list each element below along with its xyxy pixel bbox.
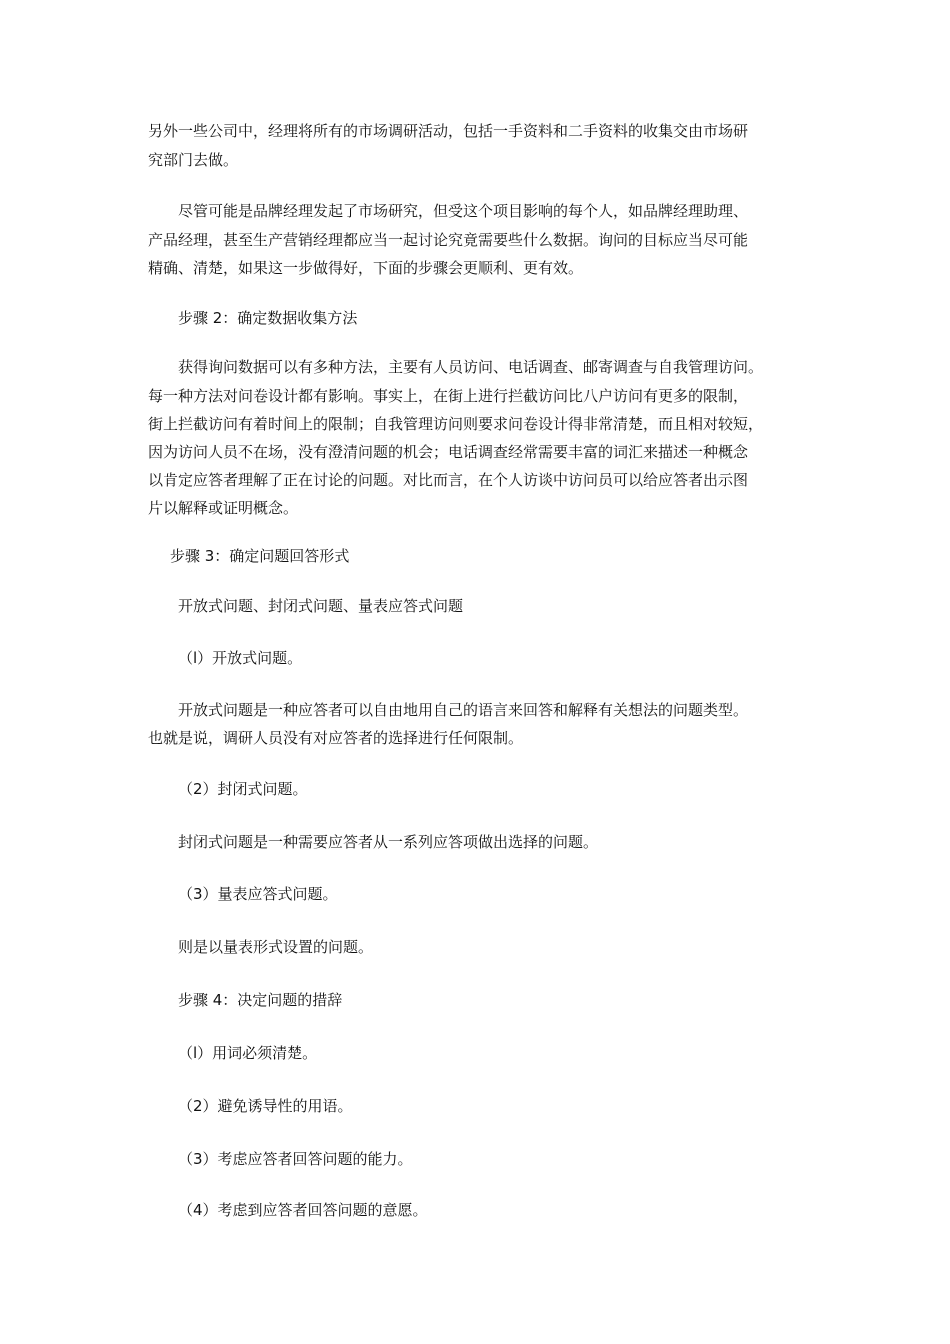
item-2-heading: （2）封闭式问题。 [178,780,308,798]
paragraph-3-line-4: 因为访问人员不在场，没有澄清问题的机会；电话调查经常需要丰富的词汇来描述一种概念 [148,443,749,461]
item-1-heading: （l）开放式问题。 [178,649,303,667]
step-4-item-3: （3）考虑应答者回答问题的能力。 [178,1150,413,1168]
step-4-item-2: （2）避免诱导性的用语。 [178,1097,353,1115]
paragraph-1-line-1: 另外一些公司中，经理将所有的市场调研活动，包括一手资料和二手资料的收集交由市场研 [148,122,749,140]
paragraph-3-line-2: 每一种方法对问卷设计都有影响。事实上，在街上进行拦截访问比八户访问有更多的限制， [148,387,749,405]
item-3-body: 则是以量表形式设置的问题。 [178,938,374,956]
paragraph-2-line-2: 产品经理，甚至生产营销经理都应当一起讨论究竟需要些什么数据。询问的目标应当尽可能 [148,231,749,249]
step-3-heading: 步骤 3：确定问题回答形式 [170,547,350,565]
paragraph-2-line-1: 尽管可能是品牌经理发起了市场研究，但受这个项目影响的每个人，如品牌经理助理、 [178,202,749,220]
question-types-line: 开放式问题、封闭式问题、量表应答式问题 [178,597,464,615]
step-4-item-4: （4）考虑到应答者回答问题的意愿。 [178,1201,428,1219]
step-4-item-1: （l）用词必须清楚。 [178,1044,318,1062]
paragraph-3-line-6: 片以解释或证明概念。 [148,499,299,517]
item-2-body: 封闭式问题是一种需要应答者从一系列应答项做出选择的问题。 [178,833,599,851]
paragraph-3-line-5: 以肯定应答者理解了正在讨论的问题。对比而言，在个人访谈中访问员可以给应答者出示图 [148,471,749,489]
paragraph-3-line-1: 获得询问数据可以有多种方法，主要有人员访问、电话调查、邮寄调查与自我管理访问。 [178,358,764,376]
item-1-body-line-2: 也就是说，调研人员没有对应答者的选择进行任何限制。 [148,729,524,747]
step-2-heading: 步骤 2：确定数据收集方法 [178,309,358,327]
paragraph-1-line-2: 究部门去做。 [148,151,239,169]
item-3-heading: （3）量表应答式问题。 [178,885,338,903]
paragraph-2-line-3: 精确、清楚，如果这一步做得好，下面的步骤会更顺利、更有效。 [148,259,584,277]
paragraph-3-line-3: 街上拦截访问有着时间上的限制；自我管理访问则要求问卷设计得非常清楚，而且相对较短， [148,415,764,433]
item-1-body-line-1: 开放式问题是一种应答者可以自由地用自己的语言来回答和解释有关想法的问题类型。 [178,701,749,719]
step-4-heading: 步骤 4：决定问题的措辞 [178,991,343,1009]
